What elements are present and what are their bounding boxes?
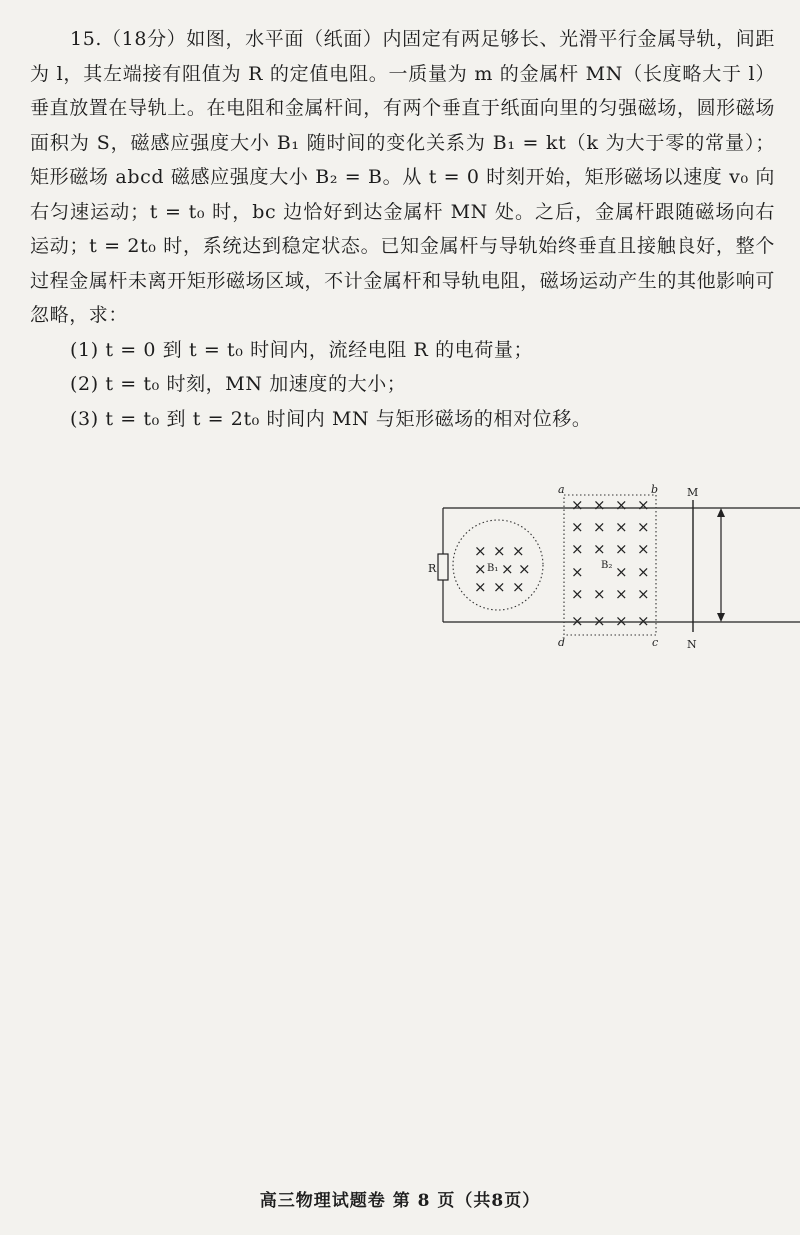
corner-d-label: d bbox=[558, 636, 566, 649]
cross-mark: × bbox=[518, 560, 531, 578]
cross-mark: × bbox=[571, 563, 584, 581]
cross-mark: × bbox=[637, 496, 650, 514]
resistor-label: R bbox=[428, 562, 437, 575]
cross-mark: × bbox=[571, 540, 584, 558]
cross-mark: × bbox=[571, 585, 584, 603]
sub-question-1: (1) t = 0 到 t = t₀ 时间内，流经电阻 R 的电荷量； bbox=[70, 338, 534, 361]
rect-field-label: B₂ bbox=[601, 560, 613, 571]
cross-mark: × bbox=[615, 518, 628, 536]
cross-mark: × bbox=[615, 496, 628, 514]
cross-mark: × bbox=[615, 585, 628, 603]
resistor bbox=[438, 554, 448, 580]
cross-mark: × bbox=[512, 542, 525, 560]
corner-b-label: b bbox=[651, 483, 659, 496]
cross-mark: × bbox=[615, 540, 628, 558]
cross-mark: × bbox=[474, 578, 487, 596]
cross-mark: × bbox=[615, 612, 628, 630]
cross-mark: × bbox=[637, 612, 650, 630]
cross-mark: × bbox=[615, 563, 628, 581]
cross-mark: × bbox=[593, 612, 606, 630]
cross-mark: × bbox=[512, 578, 525, 596]
corner-c-label: c bbox=[652, 636, 659, 649]
cross-mark: × bbox=[501, 560, 514, 578]
cross-mark: × bbox=[593, 585, 606, 603]
cross-mark: × bbox=[571, 496, 584, 514]
cross-mark: × bbox=[571, 518, 584, 536]
sub-question-2: (2) t = t₀ 时刻，MN 加速度的大小； bbox=[70, 373, 407, 395]
cross-mark: × bbox=[493, 578, 506, 596]
question-stem: 15.（18分）如图，水平面（纸面）内固定有两足够长、光滑平行金属导轨，间距为 l，其左端接有阻值为 R 的定值电阻。一质量为 m 的金属杆 MN（长度略大于 l）垂直放置在导轨上。在电阻和金属杆间，有两个垂直于纸面向里的匀强磁场，圆形磁场面积为 S，磁感应强度大小 B₁ 随时间的变化关系为 B₁ = kt（k 为大于零的常量）；矩形磁场 abcd 磁感应强度大小 B₂ = B。从 t = 0 时刻开始，矩形磁场以速度 v₀ 向右匀速运动；t = t₀ 时，bc 边恰好到达金属杆 MN 处。之后，金属杆跟随磁场向右运动；t = 2t₀ 时，系统达到稳定状态。已知金属杆与导轨始终垂直且接触良好，整个过程金属杆未离开矩形磁场区域，不计金属杆和导轨电阻，磁场运动产生的其他影响可忽略，求： bbox=[30, 28, 775, 326]
cross-mark: × bbox=[474, 542, 487, 560]
cross-mark: × bbox=[637, 518, 650, 536]
cross-mark: × bbox=[474, 560, 487, 578]
corner-a-label: a bbox=[558, 483, 565, 496]
sub-question-3: (3) t = t₀ 到 t = 2t₀ 时间内 MN 与矩形磁场的相对位移。 bbox=[70, 407, 592, 430]
circuit-figure bbox=[425, 482, 800, 652]
cross-mark: × bbox=[493, 542, 506, 560]
cross-mark: × bbox=[637, 585, 650, 603]
question-15 bbox=[30, 22, 775, 436]
rod-top-label: M bbox=[687, 486, 699, 499]
circle-field-label: B₁ bbox=[487, 563, 499, 574]
cross-mark: × bbox=[637, 540, 650, 558]
spacing-arrow-head-up bbox=[717, 508, 725, 517]
circular-field-crosses bbox=[474, 542, 531, 596]
rod-bottom-label: N bbox=[687, 638, 697, 651]
cross-mark: × bbox=[593, 496, 606, 514]
circuit-diagram bbox=[425, 482, 800, 652]
cross-mark: × bbox=[637, 563, 650, 581]
cross-mark: × bbox=[571, 612, 584, 630]
page-footer: 高三物理试题卷 第 8 页（共8页） bbox=[259, 1191, 541, 1211]
cross-mark: × bbox=[593, 540, 606, 558]
spacing-arrow-head-down bbox=[717, 613, 725, 622]
cross-mark: × bbox=[593, 518, 606, 536]
